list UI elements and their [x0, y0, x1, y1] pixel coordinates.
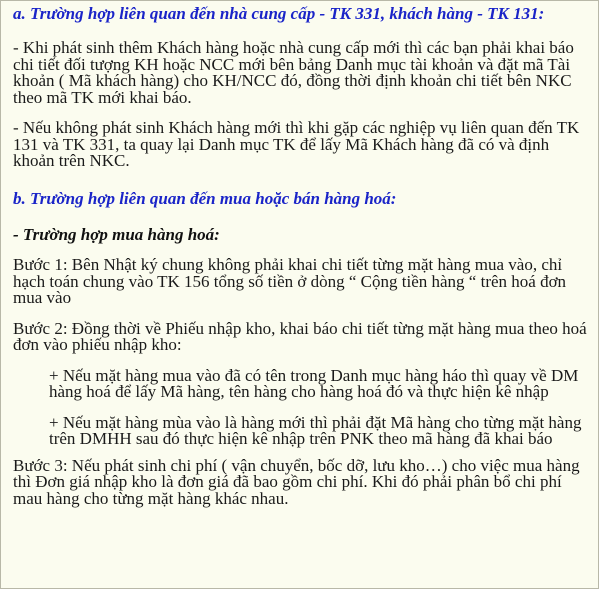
section-a-paragraph-1: - Khi phát sinh thêm Khách hàng hoặc nhà cung cấp mới thì các bạn phải khai báo chi tiết đối tượng KH hoặc NCC mới bên bảng Danh mục tài khoản và đặt mã Tài khoản ( Mã khách hàng) cho KH/NCC đó, đồng thời định khoản chi tiết bên NKC theo mã TK mới khai báo. — [13, 38, 574, 107]
step-1-paragraph: Bước 1: Bên Nhật ký chung không phải khai chi tiết từng mặt hàng mua vào, chỉ hạch toán chung vào TK 156 tổng số tiền ở dòng “ Cộng tiền hàng “ trên hoá đơn mua vào — [13, 255, 567, 307]
step-3-paragraph: Bước 3: Nếu phát sinh chi phí ( vận chuyển, bốc dỡ, lưu kho…) cho việc mua hàng thì Đơn giá nhập kho là đơn giá đã bao gồm chi phí. Khi đó phải phân bổ chi phí mau hàng cho từng mặt hàng khác nhau. — [13, 455, 580, 508]
section-b-heading: b. Trường hợp liên quan đến mua hoặc bán hàng hoá: — [13, 188, 397, 208]
step-2-case-1: + Nếu mặt hàng mua vào đã có tên trong Danh mục hàng háo thì quay về DM hàng hoá để lấy Mã hàng, tên hàng cho hàng hoá đó và thực hiện kê nhập — [49, 365, 579, 401]
step-2-case-2: + Nếu mặt hàng mùa vào là hàng mới thì phải đặt Mã hàng cho từng mặt hàng trên DMHH sau đó thực hiện kê nhập trên PNK theo mã hàng đã khai báo — [49, 412, 582, 448]
section-b-subheading: - Trường hợp mua hàng hoá: — [13, 224, 220, 244]
section-a-paragraph-2: - Nếu không phát sinh Khách hàng mới thì khi gặp các nghiệp vụ liên quan đến TK 131 và TK 331, ta quay lại Danh mục TK để lấy Mã Khách hàng đã có và định khoản trên NKC. — [13, 118, 580, 170]
section-a-heading: a. Trường hợp liên quan đến nhà cung cấp - TK 331, khách hàng - TK 131: — [13, 4, 545, 23]
step-2-paragraph: Bước 2: Đồng thời về Phiếu nhập kho, khai báo chi tiết từng mặt hàng mua theo hoá đơn vào phiếu nhập kho: — [13, 318, 587, 354]
